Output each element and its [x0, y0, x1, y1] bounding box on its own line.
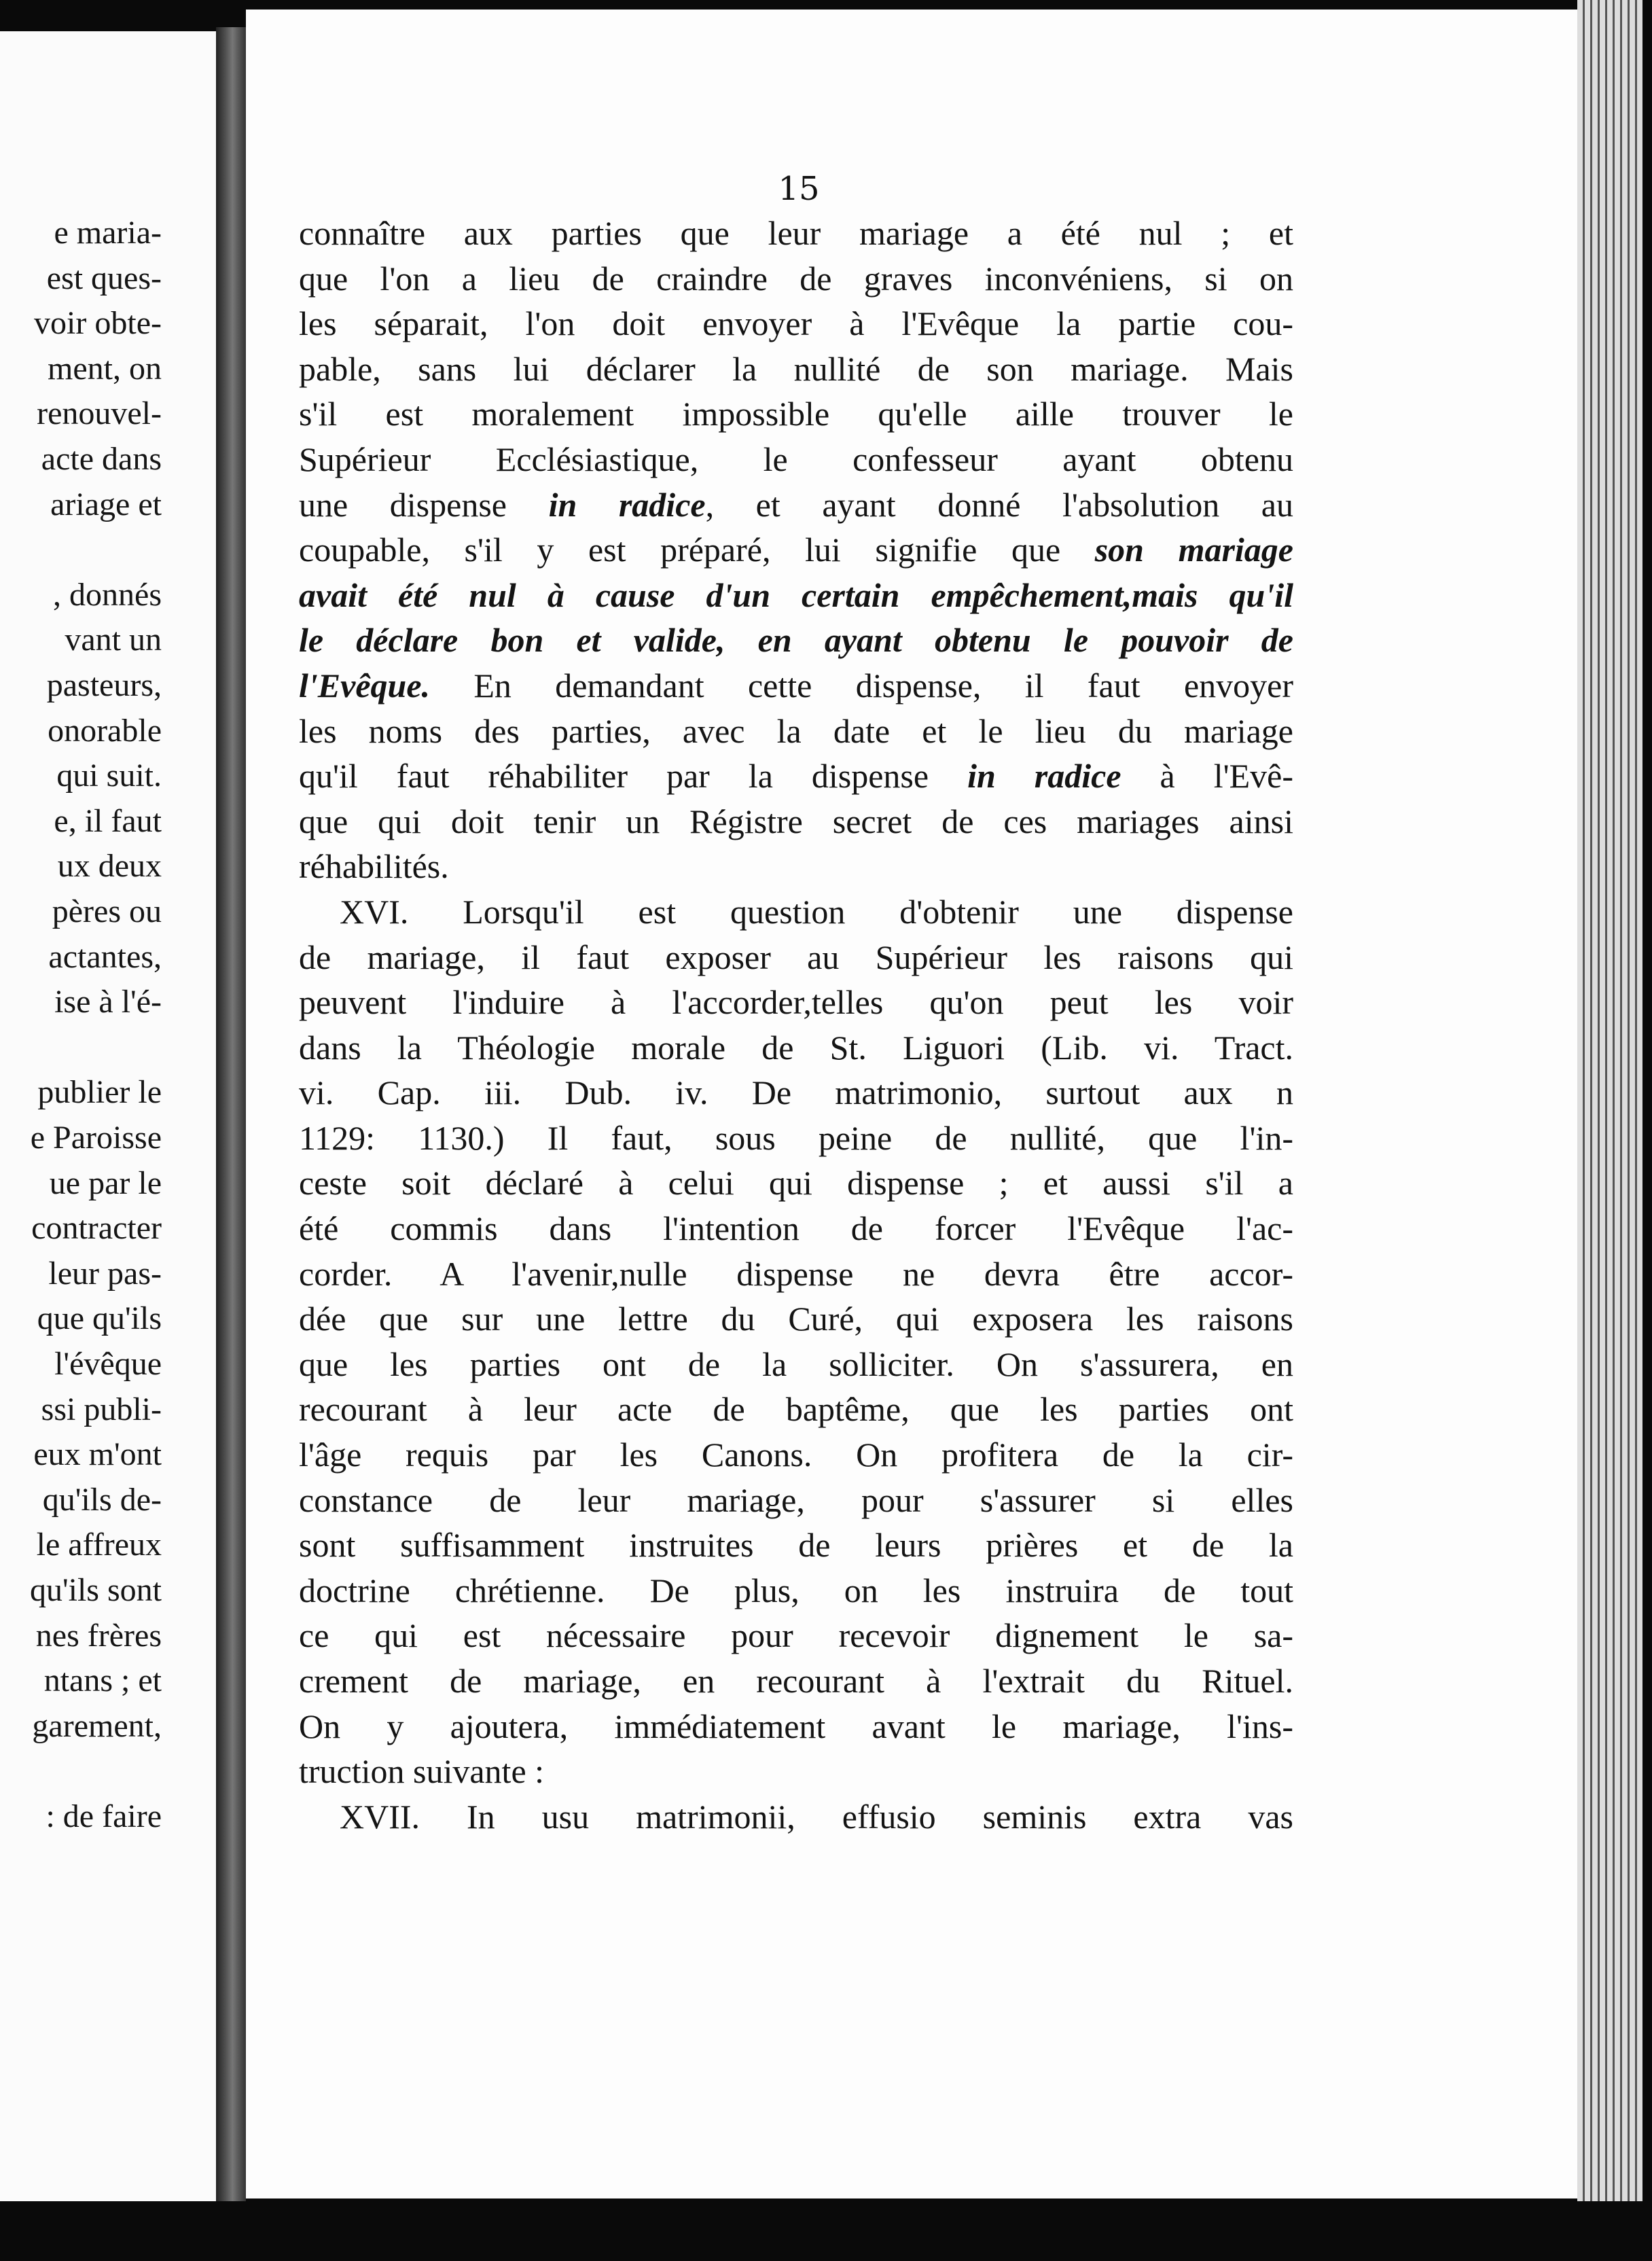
text-segment: que l'on a lieu de craindre de graves inconvéniens, si on [299, 259, 1293, 298]
text-segment: , et ayant donné l'absolution au [705, 485, 1293, 524]
text-segment: On y ajoutera, immédiatement avant le mariage, l'ins- [299, 1707, 1293, 1745]
left-page-line-fragment: que qu'ils [37, 1300, 162, 1337]
text-segment: XVI. Lorsqu'il est question d'obtenir une dispense [340, 892, 1293, 931]
text-line [299, 1342, 1293, 1387]
text-line [299, 753, 1293, 799]
text-segment: truction suivante : [299, 1752, 545, 1791]
text-segment: pable, sans lui déclarer la nullité de son mariage. Mais [299, 349, 1293, 388]
left-page-line-fragment: ux deux [57, 848, 162, 885]
page-number: 15 [778, 170, 820, 208]
text-line [299, 663, 1293, 709]
left-page-line-fragment: e maria- [54, 215, 162, 251]
text-line [299, 618, 1293, 663]
text-line [299, 935, 1293, 980]
left-page-line-fragment: leur pas- [48, 1255, 162, 1292]
text-segment: qu'il faut réhabiliter par la dispense [299, 757, 968, 796]
left-page-line-fragment: pasteurs, [46, 667, 162, 703]
italic-text-segment: le déclare bon et valide, en ayant obtenu le pouvoir de [299, 621, 1293, 660]
text-line [299, 709, 1293, 754]
text-segment: dée que sur une lettre du Curé, qui exposera les raisons [299, 1300, 1293, 1338]
text-segment: s'il est moralement impossible qu'elle aille trouver le [299, 395, 1293, 433]
text-segment: à l'Evê- [1121, 757, 1293, 796]
text-line [299, 346, 1293, 392]
left-page-line-fragment: e, il faut [54, 802, 162, 839]
italic-text-segment: in radice [967, 757, 1121, 796]
text-line [299, 1478, 1293, 1523]
text-line [299, 1387, 1293, 1432]
text-segment: que les parties ont de la solliciter. On s'assurera, en [299, 1345, 1293, 1383]
left-page-line-fragment: publier le [37, 1074, 162, 1111]
text-line [299, 1749, 1293, 1794]
text-segment: constance de leur mariage, pour s'assurer si elles [299, 1480, 1293, 1519]
left-page-line-fragment: vant un [65, 622, 162, 658]
text-segment: de mariage, il faut exposer au Supérieur les raisons qui [299, 938, 1293, 976]
italic-text-segment: avait été nul à cause d'un certain empêchement,mais qu'il [299, 575, 1293, 614]
left-page-line-fragment: e Paroisse [30, 1120, 162, 1156]
left-page-line-fragment: qu'ils de- [42, 1481, 162, 1518]
text-line [299, 1251, 1293, 1297]
text-segment: sont suffisamment instruites de leurs prières et de la [299, 1526, 1293, 1565]
left-page-line-fragment: ment, on [48, 350, 162, 387]
text-line [299, 391, 1293, 437]
text-segment: crement de mariage, en recourant à l'extrait du Rituel. [299, 1662, 1293, 1700]
text-line [299, 1070, 1293, 1116]
left-page-line-fragment: qui suit. [56, 758, 162, 794]
italic-text-segment: son mariage [1094, 531, 1293, 569]
text-segment: que qui doit tenir un Régistre secret de ces mariages ainsi [299, 802, 1293, 840]
text-line [299, 211, 1293, 256]
italic-text-segment: l'Evêque. [299, 666, 431, 705]
text-segment: En demandant cette dispense, il faut envoyer [430, 666, 1293, 705]
left-page-line-fragment: voir obte- [34, 305, 162, 342]
left-page-line-fragment: ssi publi- [41, 1391, 162, 1427]
left-page-line-fragment: contracter [31, 1210, 162, 1247]
text-line [299, 1116, 1293, 1161]
left-page-line-fragment: pères ou [52, 893, 162, 929]
page-edges [1577, 0, 1642, 2201]
text-line [299, 1025, 1293, 1071]
left-page-line-fragment: garement, [32, 1707, 162, 1744]
left-page-line-fragment: nes frères [35, 1617, 162, 1654]
text-line [299, 482, 1293, 528]
text-segment: ce qui est nécessaire pour recevoir dignement le sa- [299, 1616, 1293, 1655]
facing-page-left [0, 31, 216, 2201]
text-segment: dans la Théologie morale de St. Liguori (Lib. vi. Tract. [299, 1028, 1293, 1067]
text-line [299, 1432, 1293, 1478]
left-page-line-fragment: ariage et [50, 486, 162, 522]
left-page-line-fragment: , donnés [53, 576, 162, 613]
left-page-line-fragment: renouvel- [37, 395, 162, 432]
italic-text-segment: in radice [548, 485, 706, 524]
text-line [299, 1568, 1293, 1614]
text-segment: XVII. In usu matrimonii, effusio seminis extra vas [340, 1797, 1293, 1836]
text-line [299, 1296, 1293, 1342]
text-line [299, 437, 1293, 482]
left-page-line-fragment: onorable [48, 712, 162, 749]
left-page-line-fragment: : de faire [46, 1798, 162, 1834]
left-page-line-fragment: eux m'ont [33, 1436, 162, 1473]
left-page-line-fragment: ue par le [49, 1164, 162, 1201]
left-page-line-fragment: acte dans [41, 441, 162, 477]
text-segment: corder. A l'avenir,nulle dispense ne devra être accor- [299, 1254, 1293, 1293]
text-segment: vi. Cap. iii. Dub. iv. De matrimonio, surtout aux n [299, 1073, 1293, 1112]
left-page-line-fragment: qu'ils sont [29, 1572, 162, 1608]
text-line [299, 573, 1293, 618]
text-line [299, 980, 1293, 1025]
text-segment: réhabilités. [299, 847, 449, 886]
left-page-line-fragment: ise à l'é- [54, 984, 162, 1020]
left-page-line-fragment: l'évêque [54, 1346, 162, 1382]
text-line [299, 799, 1293, 844]
text-segment: connaître aux parties que leur mariage a été nul ; et [299, 214, 1293, 252]
text-line [299, 844, 1293, 889]
text-segment: ceste soit déclaré à celui qui dispense ; et aussi s'il a [299, 1164, 1293, 1203]
text-segment: recourant à leur acte de baptême, que les parties ont [299, 1390, 1293, 1429]
left-page-line-fragment: actantes, [48, 938, 162, 975]
text-line [299, 256, 1293, 302]
text-line [299, 1658, 1293, 1704]
text-segment: 1129: 1130.) Il faut, sous peine de nullité, que l'in- [299, 1118, 1293, 1157]
text-line [299, 1523, 1293, 1568]
text-segment: doctrine chrétienne. De plus, on les instruira de tout [299, 1571, 1293, 1609]
text-segment: peuvent l'induire à l'accorder,telles qu'on peut les voir [299, 983, 1293, 1022]
text-segment: coupable, s'il y est préparé, lui signifie que [299, 531, 1095, 569]
left-page-line-fragment: le affreux [36, 1527, 162, 1563]
text-line [299, 1613, 1293, 1658]
text-segment: été commis dans l'intention de forcer l'Evêque l'ac- [299, 1209, 1293, 1248]
text-line [299, 527, 1293, 573]
text-line [299, 1160, 1293, 1206]
text-line [299, 301, 1293, 346]
text-line [299, 1794, 1293, 1840]
text-line [299, 889, 1293, 935]
text-segment: les séparait, l'on doit envoyer à l'Evêque la partie cou- [299, 304, 1293, 343]
left-page-line-fragment: est ques- [46, 260, 162, 296]
main-text-block [299, 211, 1293, 1839]
text-segment: Supérieur Ecclésiastique, le confesseur ayant obtenu [299, 440, 1293, 478]
left-page-line-fragment: ntans ; et [43, 1662, 162, 1699]
text-line [299, 1206, 1293, 1251]
text-line [299, 1704, 1293, 1749]
text-segment: les noms des parties, avec la date et le lieu du mariage [299, 711, 1293, 750]
text-segment: une dispense [299, 485, 549, 524]
text-segment: l'âge requis par les Canons. On profitera de la cir- [299, 1436, 1293, 1474]
book-gutter [216, 27, 246, 2201]
